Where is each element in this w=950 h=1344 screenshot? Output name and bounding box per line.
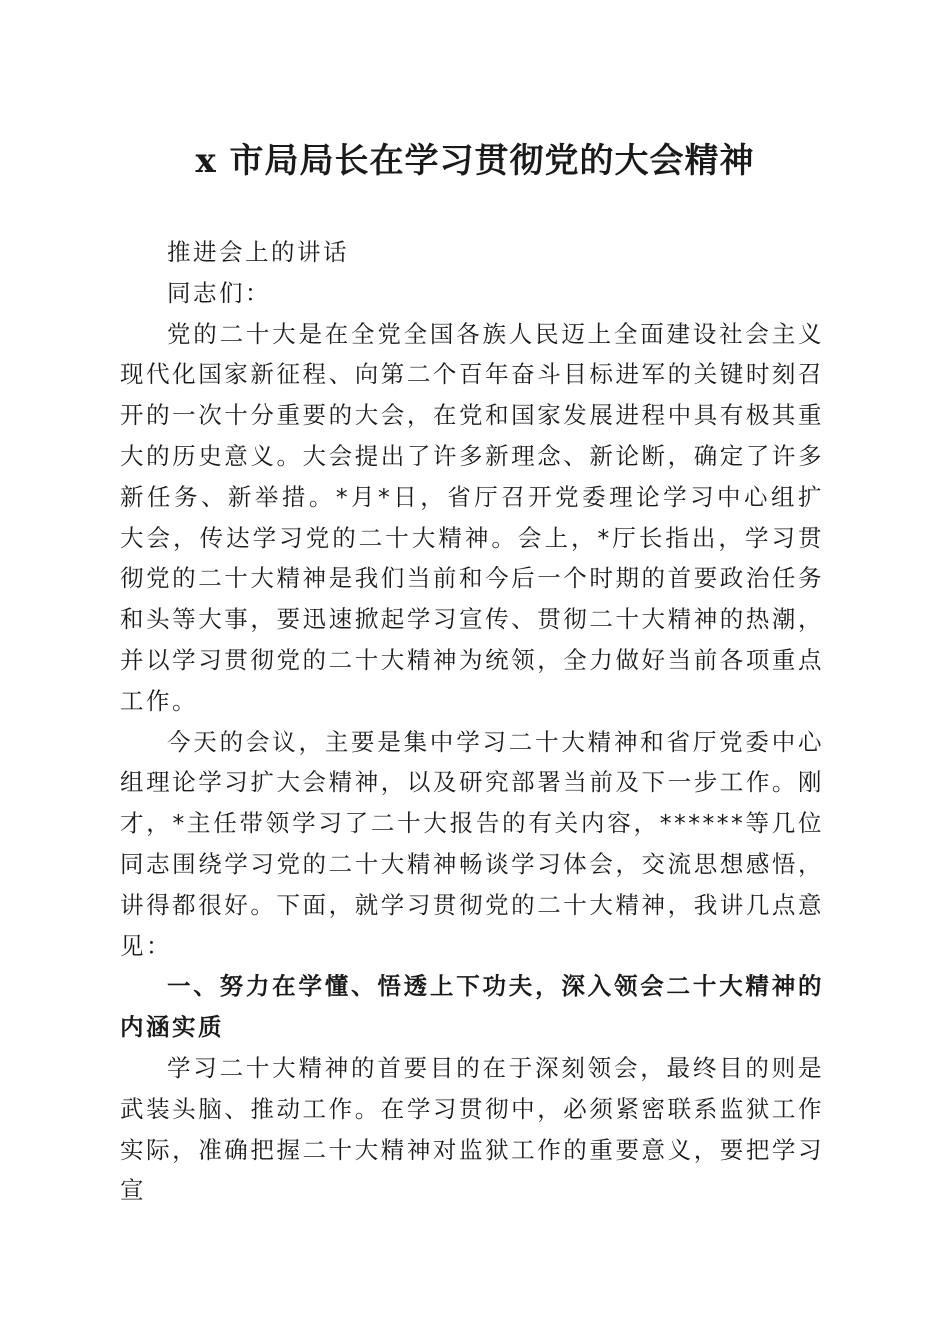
salutation: 同志们： bbox=[167, 278, 271, 307]
body-paragraph-1: 党的二十大是在全党全国各族人民迈上全面建设社会主义现代化国家新征程、向第二个百年奋斗目标进军的关键时刻召开的一次十分重要的大会，在党和国家发展进程中具有极其重大的历史意义。大会提出了许多新理念、新论断，确定了许多新任务、新举措。*月*日，省厅召开党委理论学习中心组扩大会，传达学习党的二十大精神。会上，*厅长指出，学习贯彻党的二十大精神是我们当前和今后一个时期的首要政治任务和头等大事，要迅速掀起学习宣传、贯彻二十大精神的热潮，并以学习贯彻党的二十大精神为统领，全力做好当前各项重点工作。 bbox=[120, 319, 824, 715]
document-subtitle: 推进会上的讲话 bbox=[167, 238, 349, 266]
document-title: x 市局局长在学习贯彻党的大会精神 bbox=[195, 141, 755, 181]
section-heading-1: 一、努力在学懂、悟透上下功夫，深入领会二十大精神的内涵实质 bbox=[120, 972, 824, 1042]
document-body bbox=[120, 232, 824, 1211]
section-1-paragraph: 学习二十大精神的首要目的在于深刻领会，最终目的则是武装头脑、推动工作。在学习贯彻中，必须紧密联系监狱工作实际，准确把握二十大精神对监狱工作的重要意义，要把学习宣 bbox=[120, 1053, 824, 1205]
body-paragraph-2: 今天的会议，主要是集中学习二十大精神和省厅党委中心组理论学习扩大会精神，以及研究部署当前及下一步工作。刚才，*主任带领学习了二十大报告的有关内容，******等几位同志围绕学习党的二十大精神畅谈学习体会，交流思想感悟，讲得都很好。下面，就学习贯彻党的二十大精神，我讲几点意见： bbox=[120, 727, 824, 960]
